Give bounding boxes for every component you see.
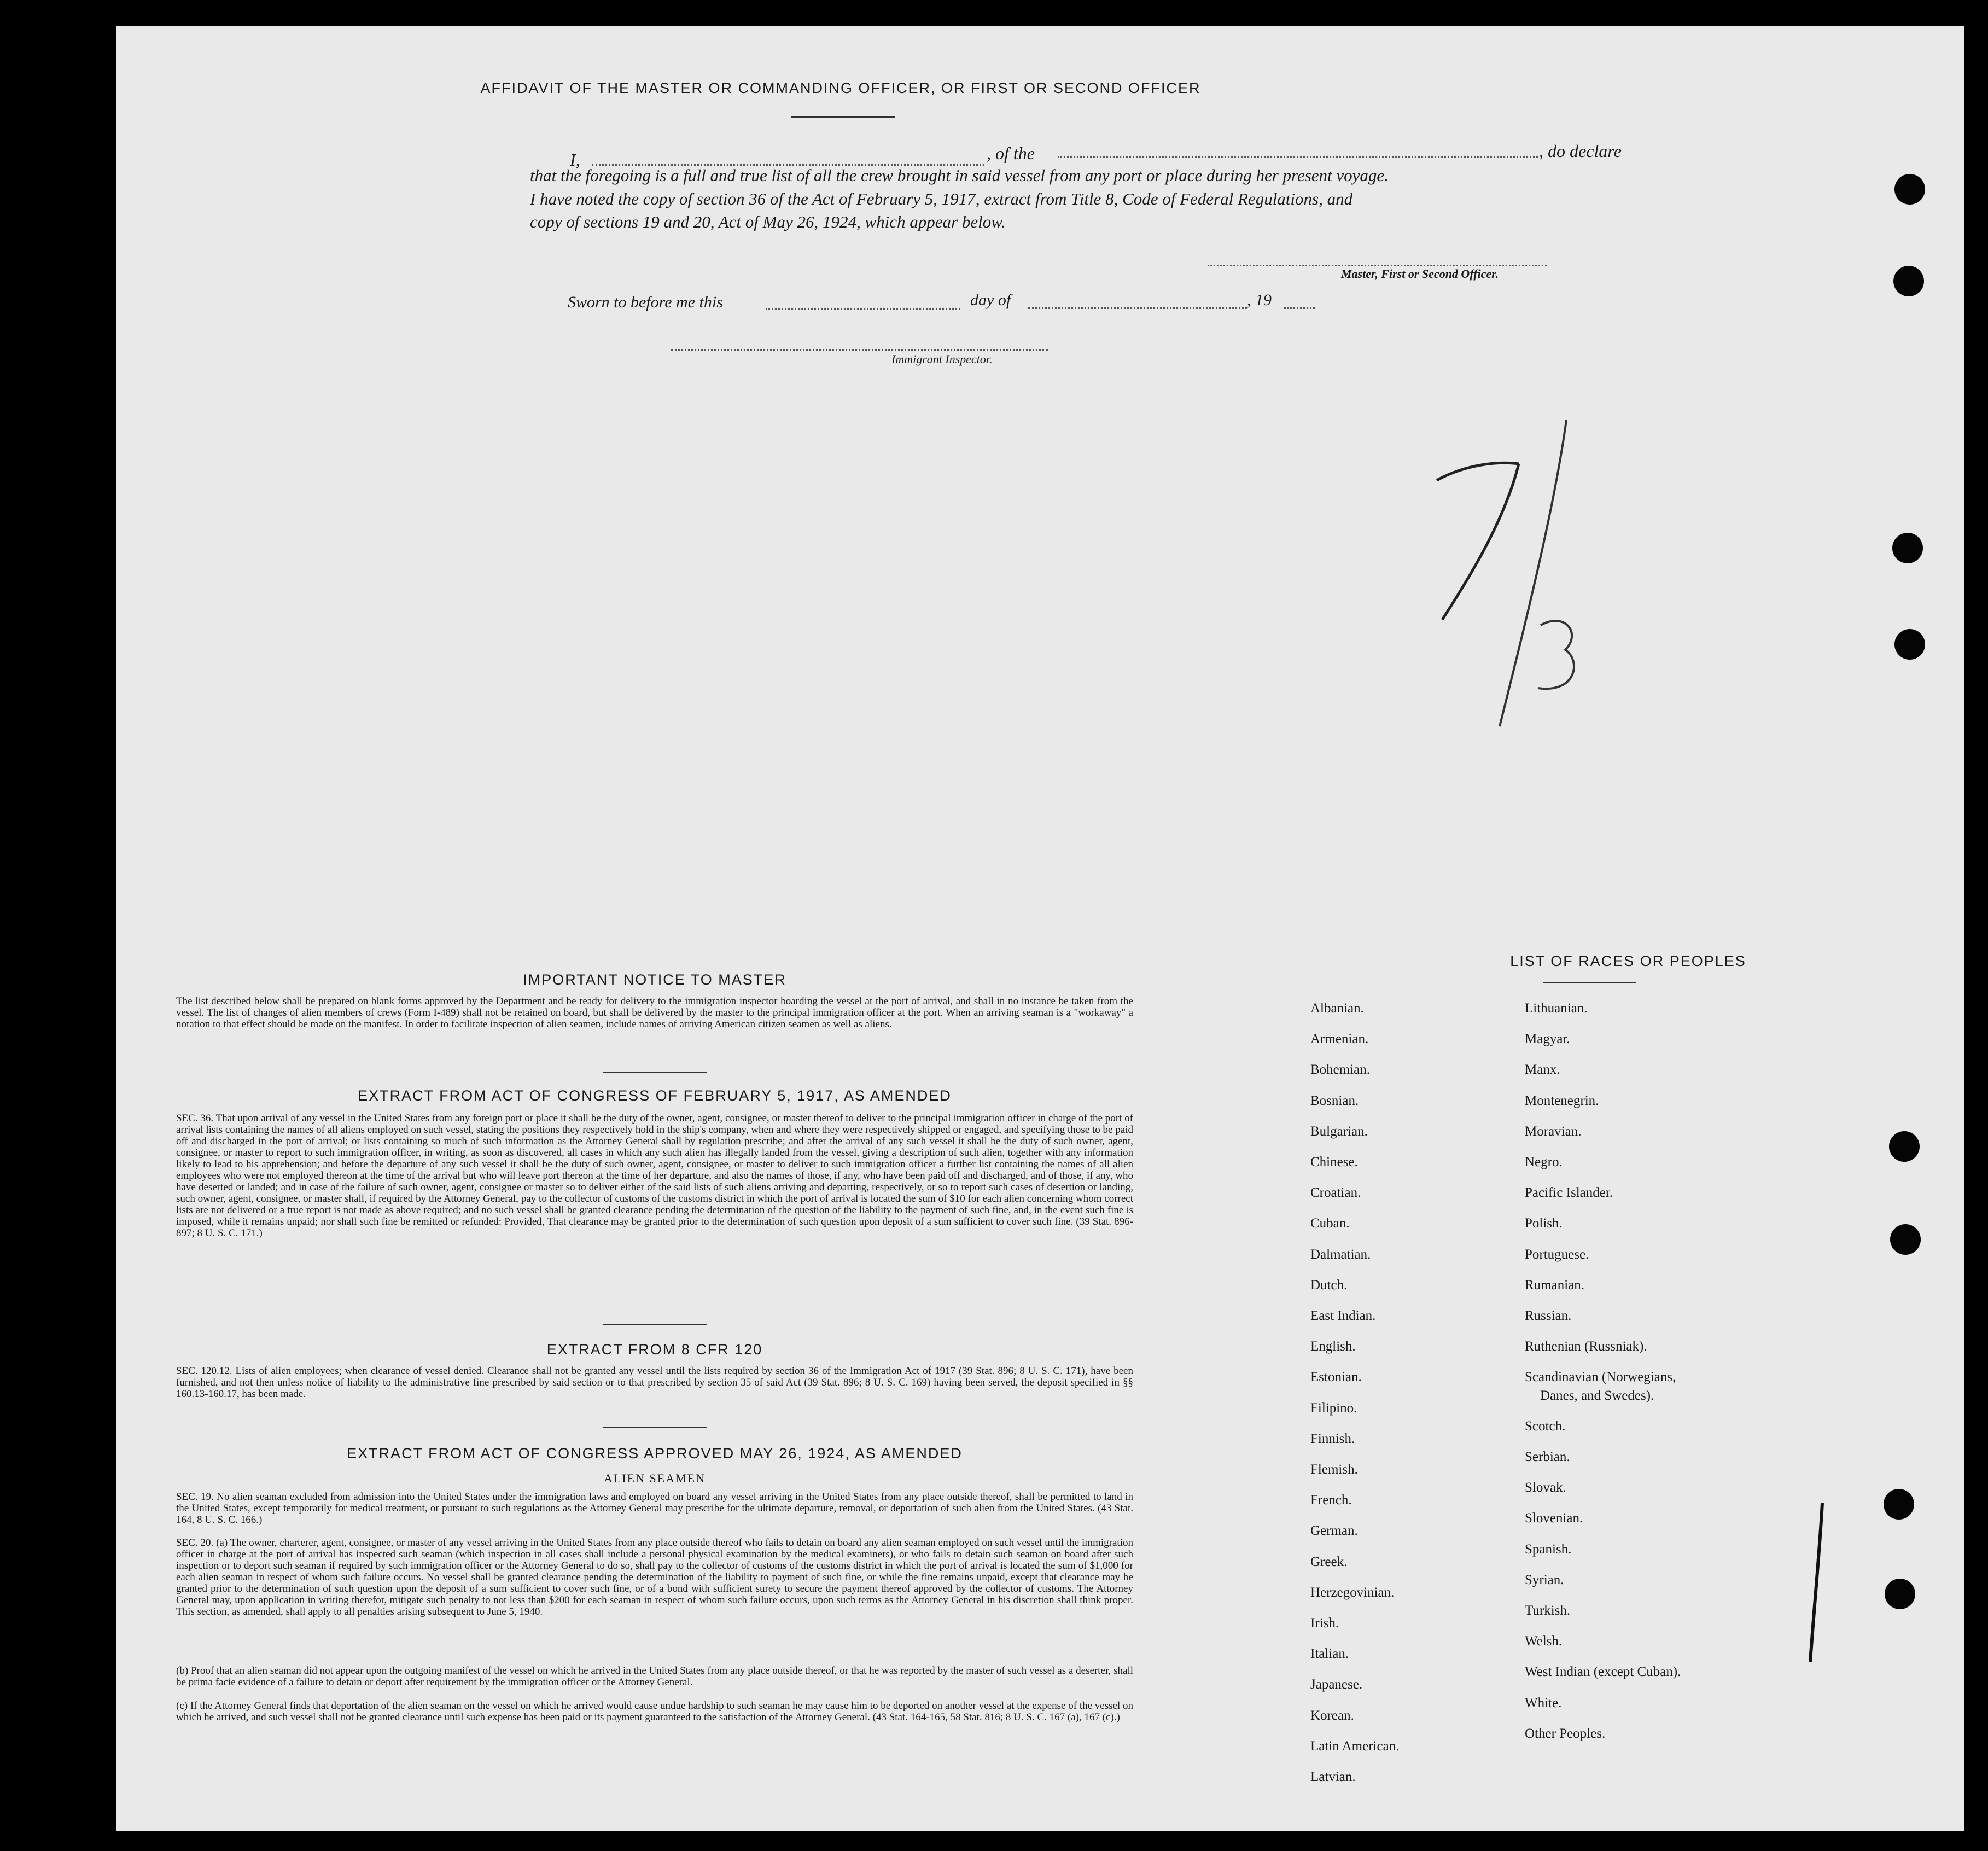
extract-1917-body: SEC. 36. That upon arrival of any vessel in the United States from any foreign port or place it shall be the duty of the owner, agent, consignee, or master thereof to deliver to the principal immigration officer in charge of the port of arrival lists containing the names of all aliens employed on such vessel, stating the positions they respectively hold in the ship's company, when and where they were respectively shipped or engaged, and specifying those to be paid off and discharged in the port of arrival; or lists containing so much of such information as the Attorney General shall by regulation prescribe; and after the arrival of any such vessel it shall be the duty of such owner, agent, consignee, or master to report to such immigration officer, in writing, as soon as discovered, all cases in which any such alien has illegally landed from the vessel, giving a description of such alien, together with any information likely to lead to his apprehension; and before the departure of any such vessel it shall be the duty of such owner, agent, consignee, or master to deliver to such immigration officer a further list containing the names of all alien employees who were not employed thereon at the time of the arrival but who will leave port thereon at the time of her departure, and also the names of those, if any, who have been paid off and discharged, and of those, if any, who have deserted or landed; and in case of the failure of such owner, agent, consignee or master so to deliver either of the said lists of such aliens arriving and departing, respectively, or so to report such cases of desertion or landing, such owner, agent, consignee, or master shall, if required by the Attorney General, pay to the collector of customs of the customs district in which the port of arrival is located the sum of $10 for each alien concerning whom correct lists are not delivered or a true report is not made as above required; and no such vessel shall be granted clearance pending the determination of the question of the liability to the payment of such fine, and, in the event such fine is imposed, while it remains unpaid; nor shall such fine be remitted or refunded: Provided, That clearance may be granted prior to the determination of such question upon deposit of a sum sufficient to cover such fine. (39 Stat. 896-897; 8 U. S. C. 171.)	[176, 1113, 1133, 1239]
master-signature-line[interactable]	[1208, 265, 1547, 266]
race-item: French.	[1310, 1493, 1352, 1508]
race-item: Greek.	[1310, 1554, 1348, 1569]
sworn-year: , 19	[1247, 291, 1272, 309]
extract-1924-sec20a: SEC. 20. (a) The owner, charterer, agent, consignee, or master of any vessel arriving in the United States from any place outside thereof who fails to detain on board any alien seaman employed on such vessel until the immigration officer in charge at the port of arrival has inspected such seaman (which inspection in all cases shall include a personal physical examination by the medical examiners), or who fails to detain such seaman on board after such inspection or to deport such seaman if required by such immigration officer or the Attorney General to do so, shall pay to the collector of customs of the customs district in which the port of arrival is located the sum of $1,000 for each alien seaman in respect of whom such failure occurs. No vessel shall be granted clearance pending the determination of the liability to payment of such fine, or while the fine remains unpaid, except that clearance may be granted prior to the determination of such question upon the deposit of a sum sufficient to cover such fine, or of a bond with sufficient surety to secure the payment thereof approved by the collector of customs. The Attorney General may, upon application in writing therefor, mitigate such penalty to not less than $200 for each seaman in respect of whom such failure occurs, upon such terms as the Attorney General in his discretion shall think proper. This section, as amended, shall apply to all penalties arising subsequent to June 5, 1940.	[176, 1537, 1133, 1617]
races-rule	[1543, 982, 1636, 983]
race-item: Albanian.	[1310, 1001, 1364, 1016]
affidavit-title: AFFIDAVIT OF THE MASTER OR COMMANDING OFFICER, OR FIRST OR SECOND OFFICER	[480, 80, 1201, 96]
notice-rule	[603, 1072, 707, 1073]
extract-1924-sec20b: (b) Proof that an alien seaman did not appear upon the outgoing manifest of the vessel on which he arrived in the United States from any place outside thereof, or that he was reported by the master of such vessel as a deserter, shall be prima facie evidence of a failure to detain or deport after requirement by the immigration officer or the Attorney General.	[176, 1665, 1133, 1688]
punch-hole	[1894, 174, 1925, 205]
extract-cfr-title: EXTRACT FROM 8 CFR 120	[546, 1341, 763, 1358]
race-item: Danes, and Swedes).	[1540, 1388, 1654, 1403]
extract-1917-title: EXTRACT FROM ACT OF CONGRESS OF FEBRUARY 5, 1917, AS AMENDED	[358, 1087, 952, 1104]
race-item: Chinese.	[1310, 1155, 1358, 1169]
affidavit-line1-declare: , do declare	[1539, 141, 1622, 161]
inspector-caption: Immigrant Inspector.	[891, 352, 993, 366]
race-item: Ruthenian (Russniak).	[1525, 1339, 1647, 1354]
race-item: Other Peoples.	[1525, 1726, 1606, 1741]
affidavit-line1-of: , of the	[987, 143, 1035, 163]
race-item: Flemish.	[1310, 1462, 1358, 1477]
notice-title: IMPORTANT NOTICE TO MASTER	[523, 971, 786, 988]
race-item: Scotch.	[1525, 1418, 1566, 1434]
form-page	[116, 26, 1964, 1831]
race-item: Herzegovinian.	[1310, 1585, 1395, 1600]
race-item: Latin American.	[1310, 1738, 1400, 1754]
notice-body: The list described below shall be prepared on blank forms approved by the Department and be ready for delivery to the immigration inspector boarding the vessel at the port of arrival, and shall in no instance be taken from the vessel. The list of changes of alien members of crews (Form I-489) shall not be retained on board, but shall be delivered by the master to the principal immigration officer at the port. When an arriving seaman is a "workaway" a notation to that effect should be made on the manifest. In order to facilitate inspection of alien seamen, include names of arriving American citizen seamen as well as aliens.	[176, 996, 1133, 1030]
race-item: Bohemian.	[1310, 1062, 1371, 1078]
race-item: Serbian.	[1525, 1450, 1570, 1464]
race-item: Finnish.	[1310, 1431, 1355, 1446]
extract-cfr-rule	[603, 1427, 707, 1428]
extract-1924-title: EXTRACT FROM ACT OF CONGRESS APPROVED MAY 26, 1924, AS AMENDED	[347, 1445, 963, 1462]
sworn-day-of: day of	[970, 291, 1011, 309]
race-item: Scandinavian (Norwegians,	[1525, 1370, 1676, 1385]
race-item: Cuban.	[1310, 1216, 1350, 1231]
race-item: Bosnian.	[1310, 1093, 1359, 1108]
race-item: Manx.	[1525, 1062, 1560, 1078]
sworn-text: Sworn to before me this	[568, 293, 723, 311]
race-item: Welsh.	[1525, 1634, 1563, 1649]
race-item: Italian.	[1310, 1646, 1349, 1662]
extract-1924-sec19: SEC. 19. No alien seaman excluded from admission into the United States under the immigration laws and employed on board any vessel arriving in the United States from any place outside thereof, shall be permitted to land in the United States, except temporarily for medical treatment, or pursuant to such regulations as the Attorney General may prescribe for the ultimate departure, removal, or deportation of such alien from the United States. (43 Stat. 164, 8 U. S. C. 166.)	[176, 1491, 1133, 1526]
punch-hole	[1894, 629, 1925, 660]
race-item: Japanese.	[1310, 1677, 1363, 1692]
title-rule	[791, 116, 895, 118]
inspector-signature-line[interactable]	[671, 349, 1048, 351]
race-item: Dalmatian.	[1310, 1247, 1371, 1262]
race-item: German.	[1310, 1523, 1358, 1539]
races-title: LIST OF RACES OR PEOPLES	[1510, 953, 1746, 969]
race-item: Latvian.	[1310, 1769, 1356, 1784]
race-item: Slovenian.	[1525, 1511, 1583, 1526]
race-item: Moravian.	[1525, 1124, 1582, 1139]
race-item: Estonian.	[1310, 1370, 1362, 1385]
punch-hole	[1889, 1131, 1920, 1162]
race-item: Portuguese.	[1525, 1247, 1589, 1262]
affidavit-line3: I have noted the copy of section 36 of the Act of February 5, 1917, extract from Title 8, Code of Federal Regulations, and	[530, 189, 1353, 208]
affidavit-line1-i: I,	[570, 150, 580, 170]
race-item: English.	[1310, 1339, 1356, 1354]
race-item: Lithuanian.	[1525, 1001, 1588, 1016]
race-item: Dutch.	[1310, 1277, 1348, 1293]
punch-hole	[1892, 533, 1923, 563]
affidavit-line4: copy of sections 19 and 20, Act of May 26, 1924, which appear below.	[530, 212, 1006, 231]
race-item: Korean.	[1310, 1708, 1354, 1723]
punch-hole	[1884, 1489, 1914, 1520]
race-item: Polish.	[1525, 1216, 1563, 1231]
race-item: White.	[1525, 1695, 1562, 1710]
sworn-month-field[interactable]	[1028, 307, 1247, 309]
race-item: Spanish.	[1525, 1541, 1572, 1557]
affidavit-line2: that the foregoing is a full and true list of all the crew brought in said vessel from any port or place during her present voyage.	[530, 166, 1389, 185]
race-item: Rumanian.	[1525, 1277, 1585, 1293]
handwritten-fraction	[1418, 409, 1604, 737]
punch-hole	[1885, 1579, 1915, 1609]
extract-1917-rule	[603, 1324, 707, 1325]
race-item: Irish.	[1310, 1616, 1339, 1631]
race-item: Filipino.	[1310, 1400, 1357, 1416]
race-item: Armenian.	[1310, 1032, 1369, 1047]
race-item: Magyar.	[1525, 1032, 1570, 1047]
vessel-name-field[interactable]	[1058, 156, 1538, 158]
race-item: Russian.	[1525, 1308, 1572, 1323]
signature-caption: Master, First or Second Officer.	[1341, 267, 1499, 281]
race-item: Bulgarian.	[1310, 1124, 1368, 1139]
extract-cfr-body: SEC. 120.12. Lists of alien employees; when clearance of vessel denied. Clearance shall not be granted any vessel until the lists required by section 36 of the Immigration Act of 1917 (39 Stat. 896; 8 U. S. C. 171), have been furnished, and not then unless notice of liability to the administrative fine prescribed by said section or to that prescribed by section 35 of said Act (39 Stat. 896; 8 U. S. C. 169) having been served, the deposit specified in §§ 160.13-160.17, has been made.	[176, 1365, 1133, 1400]
races-column-1	[1310, 1001, 1529, 1821]
extract-1924-sec20c: (c) If the Attorney General finds that deportation of the alien seaman on the vessel on which he arrived would cause undue hardship to such seaman he may cause him to be deported on another vessel at the expense of the vessel on which he arrived, and such vessel shall not be granted clearance until such expense has been paid or its payment guaranteed to the satisfaction of the Attorney General. (43 Stat. 164-165, 58 Stat. 816; 8 U. S. C. 167 (a), 167 (c).)	[176, 1700, 1133, 1723]
race-item: Syrian.	[1525, 1572, 1564, 1587]
race-item: West Indian (except Cuban).	[1525, 1664, 1681, 1680]
race-item: Croatian.	[1310, 1185, 1361, 1201]
race-item: East Indian.	[1310, 1308, 1376, 1323]
race-item: Negro.	[1525, 1155, 1563, 1169]
races-column-2	[1525, 1001, 1831, 1821]
sworn-year-field[interactable]	[1284, 307, 1315, 309]
punch-hole	[1890, 1224, 1921, 1255]
race-item: Slovak.	[1525, 1480, 1566, 1495]
sworn-day-field[interactable]	[766, 308, 960, 310]
extract-1924-subtitle: ALIEN SEAMEN	[604, 1471, 706, 1485]
race-item: Montenegrin.	[1525, 1093, 1599, 1108]
race-item: Pacific Islander.	[1525, 1185, 1613, 1201]
race-item: Turkish.	[1525, 1603, 1571, 1618]
punch-hole	[1893, 266, 1924, 296]
